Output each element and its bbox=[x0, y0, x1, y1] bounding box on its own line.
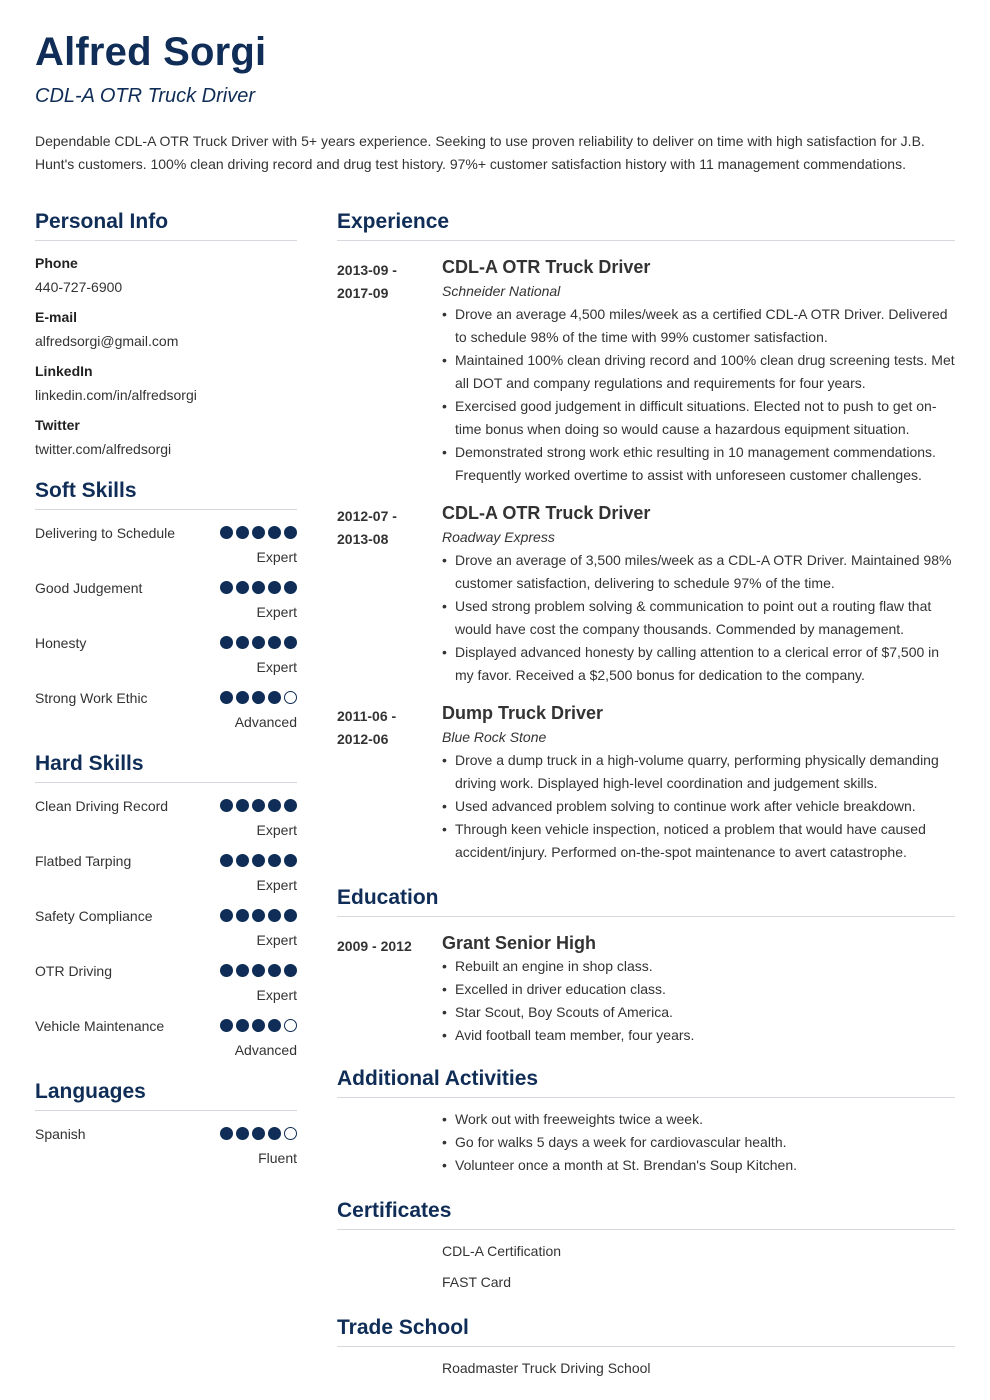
entry-title: CDL-A OTR Truck Driver bbox=[442, 257, 651, 277]
filled-dot-icon bbox=[236, 691, 249, 704]
filled-dot-icon bbox=[284, 581, 297, 594]
skill-item bbox=[35, 522, 297, 565]
filled-dot-icon bbox=[284, 964, 297, 977]
skill-rating-dots bbox=[220, 636, 297, 649]
filled-dot-icon bbox=[252, 799, 265, 812]
languages-heading: Languages bbox=[35, 1080, 297, 1111]
skill-item bbox=[35, 687, 297, 730]
personal-info-heading: Personal Info bbox=[35, 210, 297, 241]
candidate-name: Alfred Sorgi bbox=[35, 30, 267, 74]
bullet-item: • Maintained 100% clean driving record and 100% clean drug screening tests. Met all DOT and company regulations and requirements for four years. bbox=[442, 349, 955, 395]
skill-rating-dots bbox=[220, 526, 297, 539]
filled-dot-icon bbox=[268, 1019, 281, 1032]
email-value[interactable]: alfredsorgi@gmail.com bbox=[35, 333, 179, 349]
filled-dot-icon bbox=[268, 691, 281, 704]
linkedin-label: LinkedIn bbox=[35, 363, 93, 379]
skill-name: Spanish bbox=[35, 1126, 86, 1142]
education-list bbox=[337, 931, 955, 1047]
bullet-item: • Drove an average 4,500 miles/week as a certified CDL-A OTR Driver. Delivered to schedule 98% of the time with 99% customer satisfaction. bbox=[442, 303, 955, 349]
filled-dot-icon bbox=[284, 636, 297, 649]
certificates-heading: Certificates bbox=[337, 1199, 955, 1230]
filled-dot-icon bbox=[236, 1019, 249, 1032]
trade-school-item: Roadmaster Truck Driving School bbox=[442, 1360, 651, 1376]
filled-dot-icon bbox=[220, 854, 233, 867]
filled-dot-icon bbox=[220, 964, 233, 977]
entry-bullets bbox=[442, 549, 955, 687]
education-section bbox=[337, 886, 955, 1047]
filled-dot-icon bbox=[236, 854, 249, 867]
skill-rating-dots bbox=[220, 964, 297, 977]
hard-skills-list bbox=[35, 795, 297, 1058]
entry-date: 2009 - 2012 bbox=[337, 938, 412, 954]
skill-rating-dots bbox=[220, 691, 297, 704]
bullet-item: • Work out with freeweights twice a week. bbox=[442, 1108, 955, 1131]
soft-skills-section bbox=[35, 479, 297, 730]
skill-item bbox=[35, 632, 297, 675]
bullet-item: • Displayed advanced honesty by calling attention to a clerical error of $7,500 in my favor. Received a $2,500 bonus for dedication to the company. bbox=[442, 641, 955, 687]
filled-dot-icon bbox=[220, 909, 233, 922]
skill-item bbox=[35, 1123, 297, 1166]
skill-level: Expert bbox=[256, 549, 297, 565]
filled-dot-icon bbox=[284, 909, 297, 922]
activities-section bbox=[337, 1067, 955, 1177]
skill-level: Expert bbox=[256, 822, 297, 838]
linkedin-value[interactable]: linkedin.com/in/alfredsorgi bbox=[35, 387, 197, 403]
hard-skills-section bbox=[35, 752, 297, 1058]
bullet-item: • Excelled in driver education class. bbox=[442, 978, 955, 1001]
experience-list bbox=[337, 255, 955, 864]
skill-item bbox=[35, 905, 297, 948]
entry-bullets bbox=[442, 955, 955, 1047]
certificate-item: FAST Card bbox=[442, 1274, 511, 1290]
skill-level: Advanced bbox=[234, 714, 297, 730]
skill-level: Expert bbox=[256, 987, 297, 1003]
skill-level: Expert bbox=[256, 604, 297, 620]
filled-dot-icon bbox=[236, 1127, 249, 1140]
skill-name: Clean Driving Record bbox=[35, 798, 169, 814]
skill-name: Strong Work Ethic bbox=[35, 690, 148, 706]
skill-level: Expert bbox=[256, 659, 297, 675]
bullet-item: • Drove an average of 3,500 miles/week as a CDL-A OTR Driver. Maintained 98% customer satisfaction, delivering to schedule 97% of the time. bbox=[442, 549, 955, 595]
filled-dot-icon bbox=[220, 799, 233, 812]
languages-list bbox=[35, 1123, 297, 1166]
filled-dot-icon bbox=[252, 1019, 265, 1032]
experience-entry bbox=[337, 701, 955, 864]
experience-entry bbox=[337, 255, 955, 487]
filled-dot-icon bbox=[252, 581, 265, 594]
entry-bullets bbox=[442, 749, 955, 864]
filled-dot-icon bbox=[252, 636, 265, 649]
filled-dot-icon bbox=[252, 964, 265, 977]
filled-dot-icon bbox=[252, 691, 265, 704]
empty-dot-icon bbox=[284, 1019, 297, 1032]
filled-dot-icon bbox=[268, 581, 281, 594]
twitter-label: Twitter bbox=[35, 417, 80, 433]
job-title: CDL-A OTR Truck Driver bbox=[35, 85, 255, 107]
right-column bbox=[337, 210, 955, 1380]
skill-item bbox=[35, 850, 297, 893]
empty-dot-icon bbox=[284, 1127, 297, 1140]
bullet-item: • Demonstrated strong work ethic resulting in 10 management commendations. Frequently worked overtime to assist with unforeseen customer challenges. bbox=[442, 441, 955, 487]
skill-rating-dots bbox=[220, 1019, 297, 1032]
skill-rating-dots bbox=[220, 799, 297, 812]
entry-title: CDL-A OTR Truck Driver bbox=[442, 503, 651, 523]
skill-level: Expert bbox=[256, 932, 297, 948]
skill-level: Advanced bbox=[234, 1042, 297, 1058]
profile-summary: Dependable CDL-A OTR Truck Driver with 5+ years experience. Seeking to use proven reliability to deliver on time with high satisfaction for J.B. Hunt's customers. 100% clean driving record and drug test history. 97%+ customer satisfaction history with 11 management commendations. bbox=[35, 133, 925, 172]
skill-name: Delivering to Schedule bbox=[35, 525, 176, 541]
skill-rating-dots bbox=[220, 581, 297, 594]
bullet-item: • Go for walks 5 days a week for cardiovascular health. bbox=[442, 1131, 955, 1154]
entry-organization: Blue Rock Stone bbox=[442, 729, 547, 745]
skill-level: Fluent bbox=[258, 1150, 297, 1166]
bullet-item: • Drove a dump truck in a high-volume quarry, performing physically demanding driving work. Displayed high-level coordination and judgement skills. bbox=[442, 749, 955, 795]
filled-dot-icon bbox=[220, 691, 233, 704]
entry-bullets bbox=[442, 303, 955, 487]
soft-skills-heading: Soft Skills bbox=[35, 479, 297, 510]
trade-school-entry bbox=[337, 1357, 955, 1380]
languages-section bbox=[35, 1080, 297, 1166]
entry-date: 2013-09 - 2017-09 bbox=[337, 262, 397, 301]
skill-rating-dots bbox=[220, 909, 297, 922]
filled-dot-icon bbox=[268, 526, 281, 539]
empty-dot-icon bbox=[284, 691, 297, 704]
experience-heading: Experience bbox=[337, 210, 955, 241]
filled-dot-icon bbox=[252, 854, 265, 867]
skill-level: Expert bbox=[256, 877, 297, 893]
filled-dot-icon bbox=[236, 636, 249, 649]
skill-name: Honesty bbox=[35, 635, 87, 651]
entry-date: 2012-07 - 2013-08 bbox=[337, 508, 397, 547]
entry-organization: Schneider National bbox=[442, 283, 561, 299]
bullet-item: • Avid football team member, four years. bbox=[442, 1024, 955, 1047]
hard-skills-heading: Hard Skills bbox=[35, 752, 297, 783]
skill-rating-dots bbox=[220, 854, 297, 867]
education-heading: Education bbox=[337, 886, 955, 917]
filled-dot-icon bbox=[268, 854, 281, 867]
filled-dot-icon bbox=[284, 526, 297, 539]
filled-dot-icon bbox=[220, 1019, 233, 1032]
skill-name: Good Judgement bbox=[35, 580, 143, 596]
left-column bbox=[35, 210, 297, 1166]
certificate-item: CDL-A Certification bbox=[442, 1243, 562, 1259]
filled-dot-icon bbox=[252, 1127, 265, 1140]
skill-item bbox=[35, 960, 297, 1003]
email-label: E-mail bbox=[35, 309, 78, 325]
filled-dot-icon bbox=[268, 799, 281, 812]
certificates-section bbox=[337, 1199, 955, 1294]
skill-item bbox=[35, 577, 297, 620]
bullet-item: • Used strong problem solving & communication to point out a routing flaw that would have cost the company thousands. Commended by management. bbox=[442, 595, 955, 641]
skill-name: Flatbed Tarping bbox=[35, 853, 132, 869]
filled-dot-icon bbox=[284, 799, 297, 812]
filled-dot-icon bbox=[236, 964, 249, 977]
activities-list bbox=[442, 1108, 955, 1177]
skill-name: OTR Driving bbox=[35, 963, 113, 979]
filled-dot-icon bbox=[236, 909, 249, 922]
entry-date: 2011-06 - 2012-06 bbox=[337, 708, 397, 747]
filled-dot-icon bbox=[220, 526, 233, 539]
phone-label: Phone bbox=[35, 255, 78, 271]
trade-school-heading: Trade School bbox=[337, 1316, 955, 1347]
filled-dot-icon bbox=[252, 909, 265, 922]
filled-dot-icon bbox=[236, 581, 249, 594]
experience-section bbox=[337, 210, 955, 864]
bullet-item: • Used advanced problem solving to continue work after vehicle breakdown. bbox=[442, 795, 955, 818]
bullet-item: • Rebuilt an engine in shop class. bbox=[442, 955, 955, 978]
bullet-item: • Exercised good judgement in difficult situations. Elected not to push to get on-time bonus when doing so would cause a hazardous equipment situation. bbox=[442, 395, 955, 441]
bullet-item: • Star Scout, Boy Scouts of America. bbox=[442, 1001, 955, 1024]
bullet-item: • Volunteer once a month at St. Brendan's Soup Kitchen. bbox=[442, 1154, 955, 1177]
education-entry bbox=[337, 931, 955, 1047]
twitter-value[interactable]: twitter.com/alfredsorgi bbox=[35, 441, 172, 457]
skill-rating-dots bbox=[220, 1127, 297, 1140]
filled-dot-icon bbox=[252, 526, 265, 539]
entry-title: Grant Senior High bbox=[442, 933, 597, 953]
filled-dot-icon bbox=[268, 909, 281, 922]
entry-organization: Roadway Express bbox=[442, 529, 555, 545]
filled-dot-icon bbox=[236, 526, 249, 539]
activities-entry bbox=[337, 1108, 955, 1177]
filled-dot-icon bbox=[284, 854, 297, 867]
skill-name: Safety Compliance bbox=[35, 908, 153, 924]
filled-dot-icon bbox=[220, 581, 233, 594]
certificates-entry bbox=[337, 1240, 955, 1294]
personal-info-section bbox=[35, 210, 297, 457]
phone-value: 440-727-6900 bbox=[35, 279, 123, 295]
activities-heading: Additional Activities bbox=[337, 1067, 955, 1098]
skill-item bbox=[35, 1015, 297, 1058]
filled-dot-icon bbox=[220, 1127, 233, 1140]
bullet-item: • Through keen vehicle inspection, noticed a problem that would have caused accident/injury. Performed on-the-spot maintenance to avert catastrophe. bbox=[442, 818, 955, 864]
soft-skills-list bbox=[35, 522, 297, 730]
filled-dot-icon bbox=[220, 636, 233, 649]
filled-dot-icon bbox=[268, 964, 281, 977]
skill-name: Vehicle Maintenance bbox=[35, 1018, 165, 1034]
filled-dot-icon bbox=[268, 1127, 281, 1140]
experience-entry bbox=[337, 501, 955, 687]
entry-title: Dump Truck Driver bbox=[442, 703, 604, 723]
trade-school-section bbox=[337, 1316, 955, 1380]
filled-dot-icon bbox=[236, 799, 249, 812]
skill-item bbox=[35, 795, 297, 838]
filled-dot-icon bbox=[268, 636, 281, 649]
